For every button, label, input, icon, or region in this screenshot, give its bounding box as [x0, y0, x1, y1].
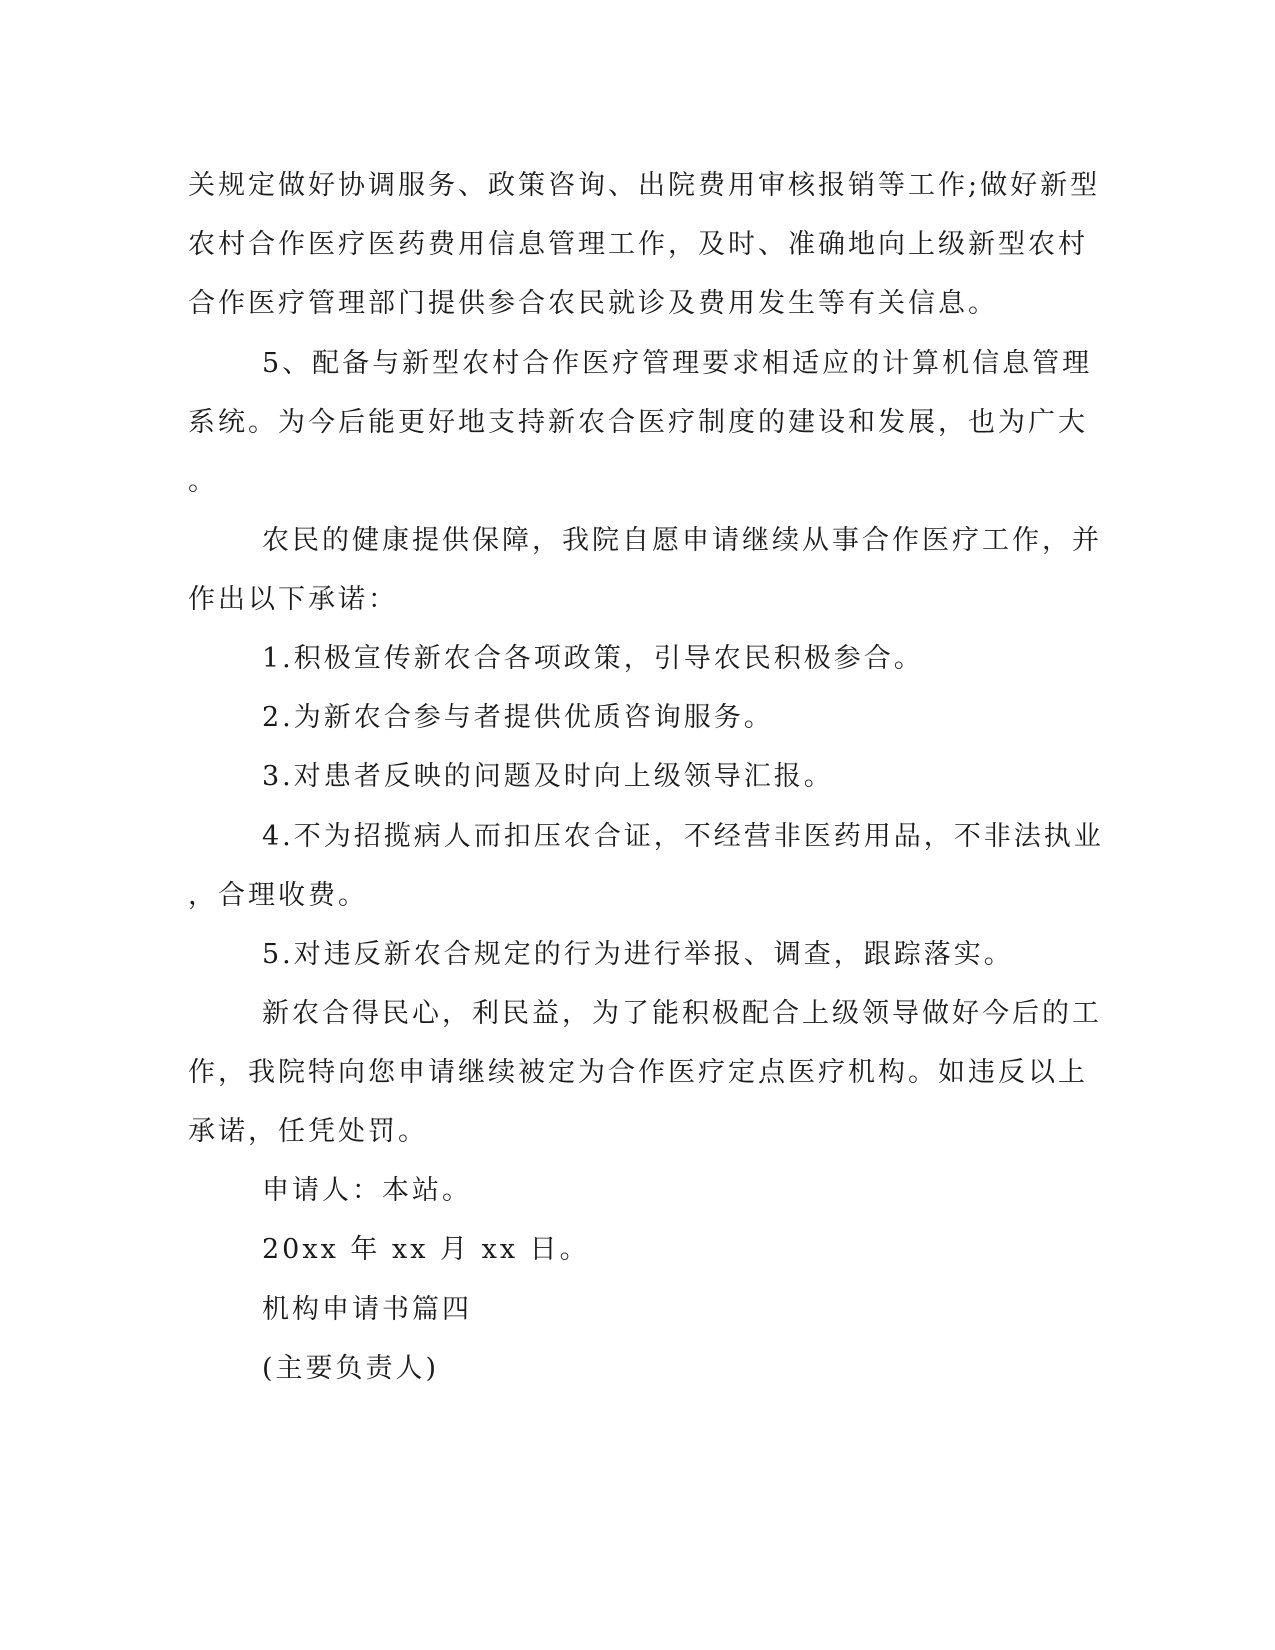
- paragraph-line: 新农合得民心，利民益，为了能积极配合上级领导做好今后的工: [262, 998, 1102, 1029]
- list-item: 2.为新农合参与者提供优质咨询服务。: [262, 702, 774, 733]
- applicant-line: 申请人：本站。: [262, 1175, 472, 1206]
- section-heading: 机构申请书篇四: [262, 1294, 472, 1325]
- paragraph-line: 农民的健康提供保障，我院自愿申请继续从事合作医疗工作，并: [262, 525, 1102, 556]
- paragraph-line: 农村合作医疗医药费用信息管理工作，及时、准确地向上级新型农村: [188, 229, 1088, 260]
- paragraph-line: 。: [188, 466, 218, 497]
- paragraph-line: 作出以下承诺：: [188, 584, 398, 615]
- list-item: 4.不为招揽病人而扣压农合证，不经营非医药用品，不非法执业: [262, 821, 1104, 852]
- paragraph-line: 5、配备与新型农村合作医疗管理要求相适应的计算机信息管理: [262, 348, 1093, 379]
- paragraph-line: 关规定做好协调服务、政策咨询、出院费用审核报销等工作;做好新型: [188, 170, 1101, 201]
- paragraph-line: 系统。为今后能更好地支持新农合医疗制度的建设和发展，也为广大: [188, 407, 1088, 438]
- list-item: 5.对违反新农合规定的行为进行举报、调查，跟踪落实。: [262, 939, 1014, 970]
- paragraph-line: 合作医疗管理部门提供参合农民就诊及费用发生等有关信息。: [188, 288, 998, 319]
- paragraph-line: 作，我院特向您申请继续被定为合作医疗定点医疗机构。如违反以上: [188, 1057, 1088, 1088]
- paragraph-line: (主要负责人): [262, 1353, 440, 1384]
- paragraph-line: 承诺，任凭处罚。: [188, 1116, 428, 1147]
- list-item: 3.对患者反映的问题及时向上级领导汇报。: [262, 761, 834, 792]
- list-item: 1.积极宣传新农合各项政策，引导农民积极参合。: [262, 643, 924, 674]
- list-item-continuation: ，合理收费。: [188, 880, 368, 911]
- date-line: 20xx 年 xx 月 xx 日。: [262, 1234, 590, 1265]
